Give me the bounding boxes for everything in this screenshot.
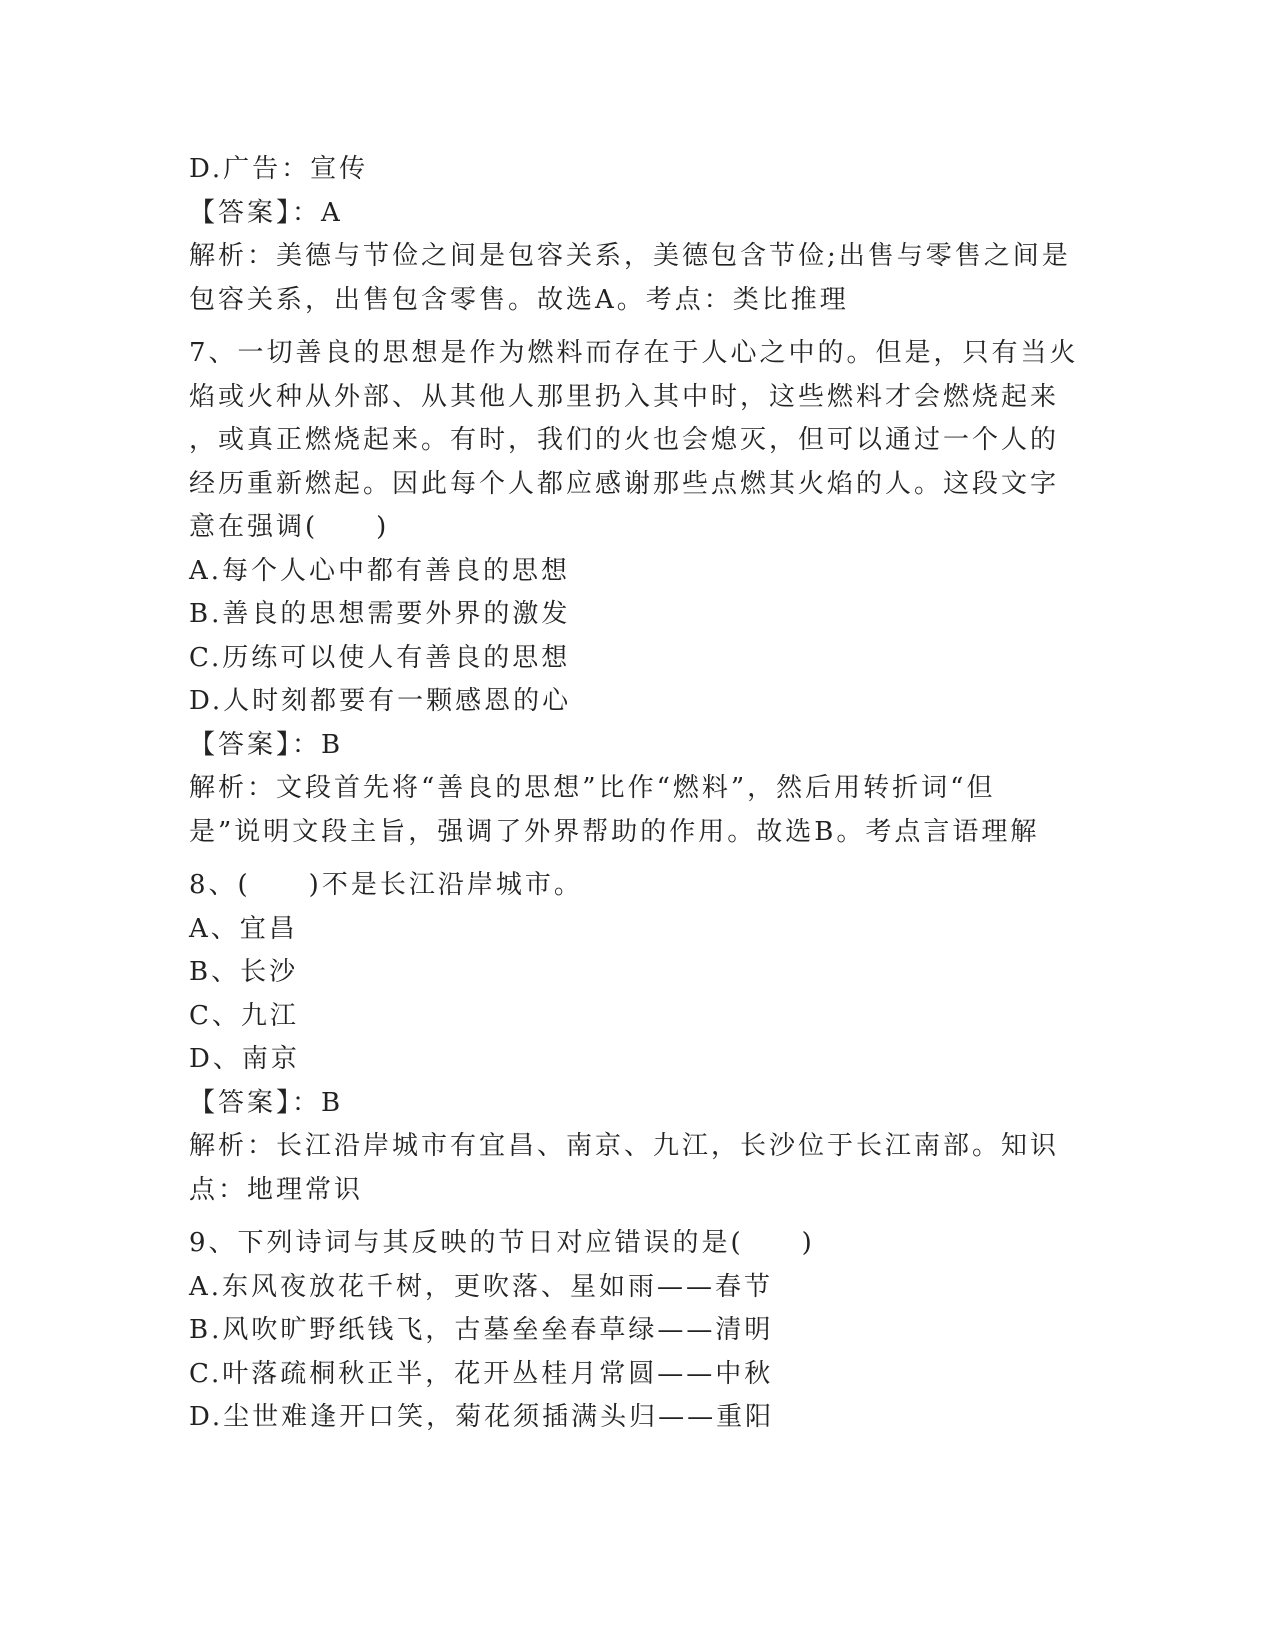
q9-stem: 9、下列诗词与其反映的节日对应错误的是( ) (189, 1228, 815, 1258)
q8-answer: 【答案】：B (189, 1087, 344, 1118)
q7-stem-line-1: 7、一切善良的思想是作为燃料而存在于人心之中的。但是，只有当火 (189, 338, 1079, 368)
q7-analysis-line-2: 是”说明文段主旨，强调了外界帮助的作用。故选B。考点言语理解 (189, 816, 1040, 847)
page-content (189, 148, 1089, 1440)
q9-option-a: A.东风夜放花千树，更吹落、星如雨——春节 (189, 1271, 774, 1302)
q9-option-d: D.尘世难逢开口笑，菊花须插满头归——重阳 (189, 1402, 775, 1432)
q7-stem-line-5: 意在强调( ) (189, 512, 390, 542)
q8-analysis-line-1: 解析：长江沿岸城市有宜昌、南京、九江，长沙位于长江南部。知识 (189, 1131, 1060, 1161)
q8-option-b: B、长沙 (189, 957, 299, 987)
question-spacer (189, 1212, 1089, 1222)
question-spacer (189, 322, 1089, 332)
q6-analysis-line-2: 包容关系，出售包含零售。故选A。考点：类比推理 (189, 284, 849, 315)
q8-stem: 8、( )不是长江沿岸城市。 (189, 870, 583, 900)
q7-answer: 【答案】：B (189, 729, 344, 760)
question-7 (189, 332, 1089, 854)
q8-analysis-line-2: 点：地理常识 (189, 1174, 364, 1205)
q7-stem-line-4: 经历重新燃起。因此每个人都应感谢那些点燃其火焰的人。这段文字 (189, 468, 1060, 499)
question-8 (189, 864, 1089, 1212)
q9-option-b: B.风吹旷野纸钱飞，古墓垒垒春草绿——清明 (189, 1315, 774, 1345)
q7-option-d: D.人时刻都要有一颗感恩的心 (189, 686, 572, 716)
q8-option-a: A、宜昌 (189, 913, 298, 944)
q6-option-d: D.广告：宣传 (189, 154, 369, 184)
q8-option-d: D、南京 (189, 1044, 300, 1074)
question-9 (189, 1222, 1089, 1440)
question-6-tail (189, 148, 1089, 322)
q7-analysis-line-1: 解析：文段首先将“善良的思想”比作“燃料”，然后用转折词“但 (189, 773, 996, 803)
q8-option-c: C、九江 (189, 1000, 299, 1031)
q7-option-a: A.每个人心中都有善良的思想 (189, 555, 571, 586)
question-spacer (189, 854, 1089, 864)
q7-option-c: C.历练可以使人有善良的思想 (189, 642, 571, 673)
q7-stem-line-3: ，或真正燃烧起来。有时，我们的火也会熄灭，但可以通过一个人的 (189, 425, 1060, 455)
q7-option-b: B.善良的思想需要外界的激发 (189, 599, 571, 629)
q7-stem-line-2: 焰或火种从外部、从其他人那里扔入其中时，这些燃料才会燃烧起来 (189, 381, 1060, 412)
q6-analysis-line-1: 解析：美德与节俭之间是包容关系，美德包含节俭;出售与零售之间是 (189, 241, 1071, 271)
q6-answer: 【答案】：A (189, 197, 343, 228)
q9-option-c: C.叶落疏桐秋正半，花开丛桂月常圆——中秋 (189, 1358, 774, 1389)
